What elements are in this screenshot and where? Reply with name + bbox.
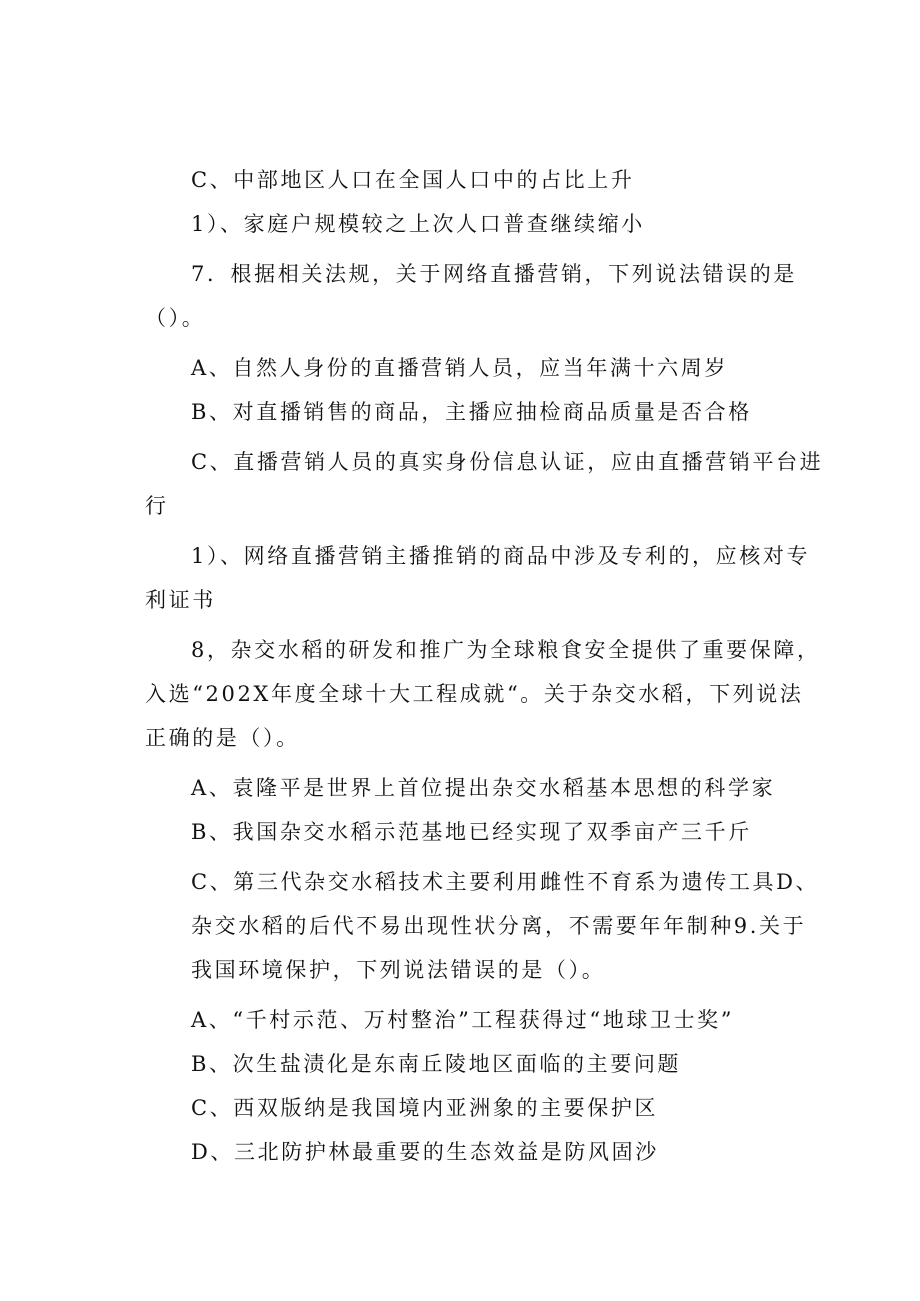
option-line: D、三北防护林最重要的生态效益是防风固沙 bbox=[191, 1140, 659, 1164]
option-line: 1）、网络直播营销主播推销的商品中涉及专利的，应核对专 bbox=[191, 544, 811, 568]
option-line: 1）、家庭户规模较之上次人口普查继续缩小 bbox=[191, 212, 645, 236]
document-body bbox=[145, 158, 824, 1174]
option-continuation: 行 bbox=[145, 494, 169, 518]
option-line: C、第三代杂交水稻技术主要利用雌性不育系为遗传工具D、 bbox=[191, 870, 820, 894]
question-9-line: 我国环境保护，下列说法错误的是（）。 bbox=[191, 958, 606, 982]
question-7-continuation: （）。 bbox=[145, 306, 206, 330]
option-line: A、袁隆平是世界上首位提出杂交水稻基本思想的科学家 bbox=[191, 776, 776, 800]
option-line: 杂交水稻的后代不易出现性状分离，不需要年年制种9.关于 bbox=[191, 914, 807, 938]
question-8-line: 8，杂交水稻的研发和推广为全球粮食安全提供了重要保障， bbox=[191, 638, 821, 662]
option-line: A、自然人身份的直播营销人员，应当年满十六周岁 bbox=[191, 356, 728, 380]
option-line: C、直播营销人员的真实身份信息认证，应由直播营销平台进 bbox=[191, 450, 824, 474]
option-line: C、西双版纳是我国境内亚洲象的主要保护区 bbox=[191, 1096, 659, 1120]
option-line: C、中部地区人口在全国人口中的占比上升 bbox=[191, 168, 635, 192]
option-continuation: 利证书 bbox=[145, 588, 216, 612]
question-8-continuation: 正确的是（）。 bbox=[145, 726, 300, 750]
question-8-continuation: 入选“202X年度全球十大工程成就“。关于杂交水稻，下列说法 bbox=[145, 682, 804, 706]
option-line: A、“千村示范、万村整治”工程获得过“地球卫士奖” bbox=[191, 1008, 735, 1032]
option-line: B、对直播销售的商品，主播应抽检商品质量是否合格 bbox=[191, 400, 752, 424]
option-line: B、次生盐渍化是东南丘陵地区面临的主要问题 bbox=[191, 1052, 682, 1076]
option-line: B、我国杂交水稻示范基地已经实现了双季亩产三千斤 bbox=[191, 820, 752, 844]
question-7-line: 7．根据相关法规，关于网络直播营销，下列说法错误的是 bbox=[191, 262, 797, 286]
